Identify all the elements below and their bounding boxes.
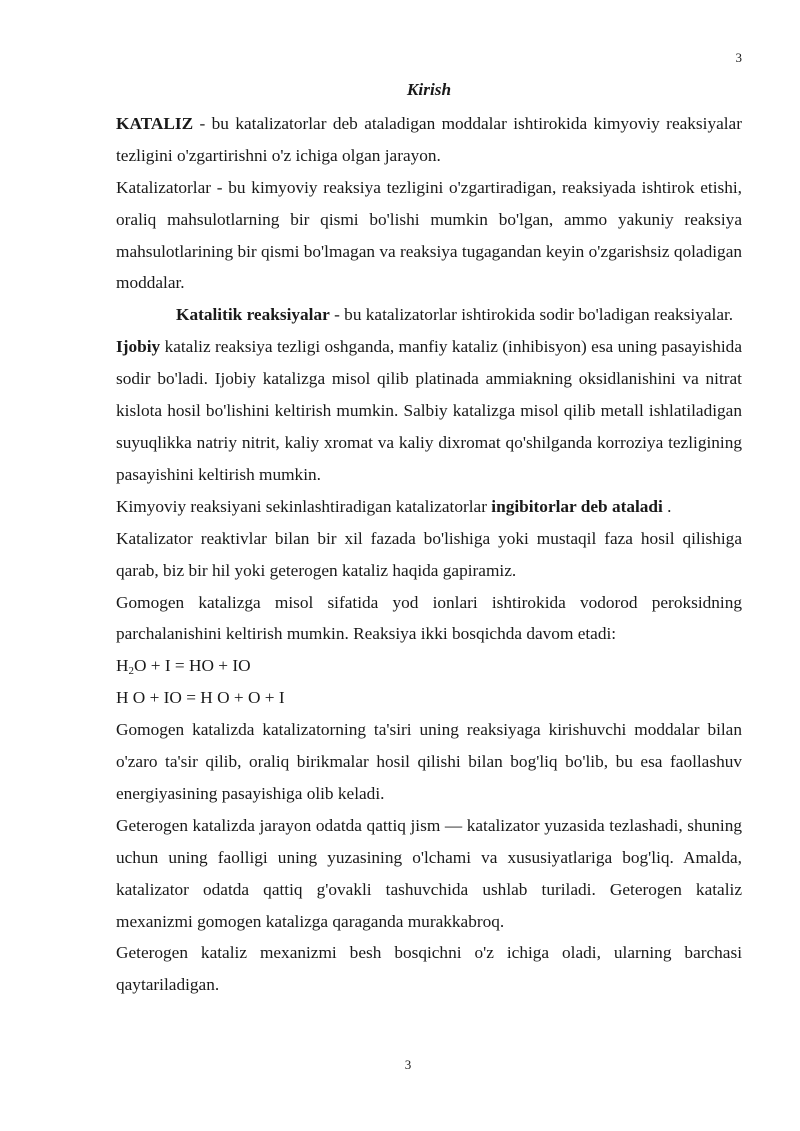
term-kataliz: KATALIZ: [116, 113, 194, 133]
term-ingibitorlar: ingibitorlar deb ataladi: [491, 496, 663, 516]
page-number-bottom: 3: [404, 1057, 412, 1072]
equation-subscript: 2: [128, 665, 134, 678]
paragraph-kataliz-definition: [116, 108, 742, 172]
paragraph-text: - bu katalizatorlar ishtirokida sodir bo'ladigan reaksiyalar.: [329, 305, 734, 325]
term-katalitik-reaksiyalar: Katalitik reaksiyalar: [176, 305, 330, 325]
paragraph-geterogen-mexanizm: Geterogen kataliz mexanizmi besh bosqichni o'z ichiga oladi, ularning barchasi qaytariladigan.: [116, 943, 742, 995]
paragraph-tail: .: [662, 496, 672, 516]
equation-1: $H_2O + I$ = HO + IO: [116, 656, 251, 678]
paragraph-faza: Katalizator reaktivlar bilan bir xil fazada bo'lishiga yoki mustaqil faza hosil qilishiga qarab, biz bir hil yoki geterogen kataliz haqida gapiramiz.: [116, 528, 742, 580]
paragraph-gomogen-kataliz: Gomogen katalizda katalizatorning ta'siri uning reaksiyaga kirishuvchi moddalar bilan o'zaro ta'sir qilib, oraliq birikmalar hosil qilishi bilan bog'liq bo'lib, bu esa faollashuv energiyasining pasayishiga olib keladi.: [116, 720, 742, 803]
page-number-top: 3: [735, 50, 742, 65]
paragraph-katalizatorlar-definition: Katalizatorlar - bu kimyoviy reaksiya tezligini o'zgartiradigan, reaksiyada ishtirok etishi, oraliq mahsulotlarning bir qismi bo'lishi mumkin bo'lgan, ammo yakuniy reaksiya mahsulotlarining bir qismi bo'lmagan va reaksiya tugagandan keyin o'zgarishsiz qoladigan moddalar.: [116, 177, 742, 293]
section-heading: Kirish: [406, 80, 452, 99]
paragraph-text: - bu katalizatorlar deb ataladigan moddalar ishtirokida kimyoviy reaksiyalar tezligini o'zgartirishni o'z ichiga olgan jarayon.: [116, 113, 742, 165]
paragraph-text: kataliz reaksiya tezligi oshganda, manfiy kataliz (inhibisyon) esa uning pasayishida sodir bo'ladi. Ijobiy katalizga misol qilib platinada ammiakning oksidlanishini va nitrat kislota hosil bo'lishini keltirish mumkin. Salbiy katalizga misol qilib metall ishlatiladigan suyuqlikka natriy nitrit, kaliy xromat va kaliy dixromat qo'shilganda korroziya tezligining pasayishini keltirish mumkin.: [116, 337, 742, 484]
paragraph-ingibitorlar: [116, 491, 742, 523]
paragraph-katalitik-reaksiyalar: [116, 299, 742, 331]
paragraph-ijobiy-kataliz: [116, 331, 742, 491]
paragraph-text: Kimyoviy reaksiyani sekinlashtiradigan katalizatorlar: [116, 496, 492, 516]
document-body: [116, 74, 742, 1001]
equation-2: H O + IO = H O + O + I: [116, 688, 285, 708]
paragraph-geterogen-kataliz: Geterogen katalizda jarayon odatda qattiq jism — katalizator yuzasida tezlashadi, shuning uchun uning faolligi uning yuzasining o'lchami va xususiyatlariga bog'liq. Amalda, katalizator odatda qattiq g'ovakli tashuvchida ushlab turiladi. Geterogen kataliz mexanizmi gomogen katalizga qaraganda murakkabroq.: [116, 815, 742, 931]
paragraph-gomogen-misol: Gomogen katalizga misol sifatida yod ionlari ishtirokida vodorod peroksidning parchalanishini keltirish mumkin. Reaksiya ikki bosqichda davom etadi:: [116, 592, 742, 644]
term-ijobiy: Ijobiy: [116, 337, 161, 357]
